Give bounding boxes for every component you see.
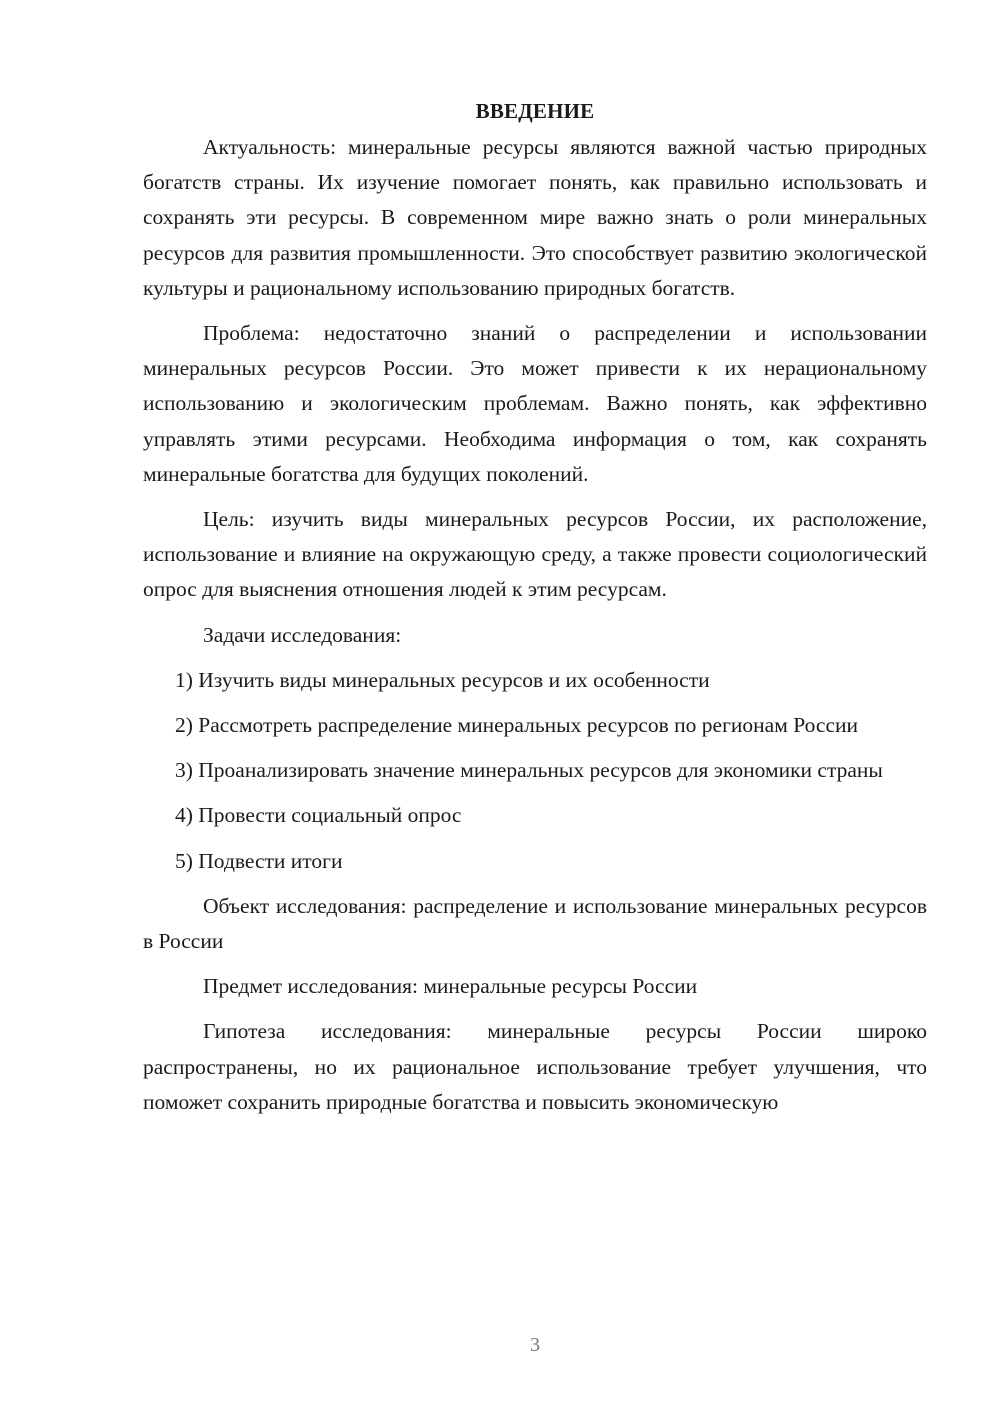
section-heading: ВВЕДЕНИЕ: [475, 99, 595, 123]
paragraph-relevance: Актуальность: минеральные ресурсы являются важной частью природных богатств страны. Их изучение помогает понять, как правильно использовать и сохранять эти ресурсы. В современном мире важно знать о роли минеральных ресурсов для развития промышленности. Это способствует развитию экологической культуры и рациональному использованию природных богатств.: [143, 135, 927, 300]
page-number: 3: [530, 1334, 540, 1356]
document-page: [143, 96, 927, 1120]
tasks-list: [143, 663, 927, 879]
task-item: 3) Проанализировать значение минеральных ресурсов для экономики страны: [175, 758, 883, 783]
task-item: 2) Рассмотреть распределение минеральных ресурсов по регионам России: [175, 713, 858, 738]
task-item: 4) Провести социальный опрос: [175, 803, 462, 828]
task-item: 1) Изучить виды минеральных ресурсов и их особенности: [175, 667, 710, 692]
paragraph-subject: Предмет исследования: минеральные ресурсы России: [203, 974, 698, 999]
paragraph-hypothesis: Гипотеза исследования: минеральные ресурсы России широко распространены, но их рациональное использование требует улучшения, что поможет сохранить природные богатства и повысить экономическую: [143, 1019, 927, 1114]
tasks-heading: Задачи исследования:: [203, 622, 402, 647]
paragraph-goal: Цель: изучить виды минеральных ресурсов России, их расположение, использование и влияние на окружающую среду, а также провести социологический опрос для выяснения отношения людей к этим ресурсам.: [143, 507, 927, 602]
task-item: 5) Подвести итоги: [175, 848, 343, 873]
paragraph-object: Объект исследования: распределение и использование минеральных ресурсов в России: [143, 893, 927, 954]
paragraph-problem: Проблема: недостаточно знаний о распределении и использовании минеральных ресурсов России. Это может привести к их нерациональному использованию и экологическим проблемам. Важно понять, как эффективно управлять этими ресурсами. Необходима информация о том, как сохранять минеральные богатства для будущих поколений.: [143, 321, 927, 486]
